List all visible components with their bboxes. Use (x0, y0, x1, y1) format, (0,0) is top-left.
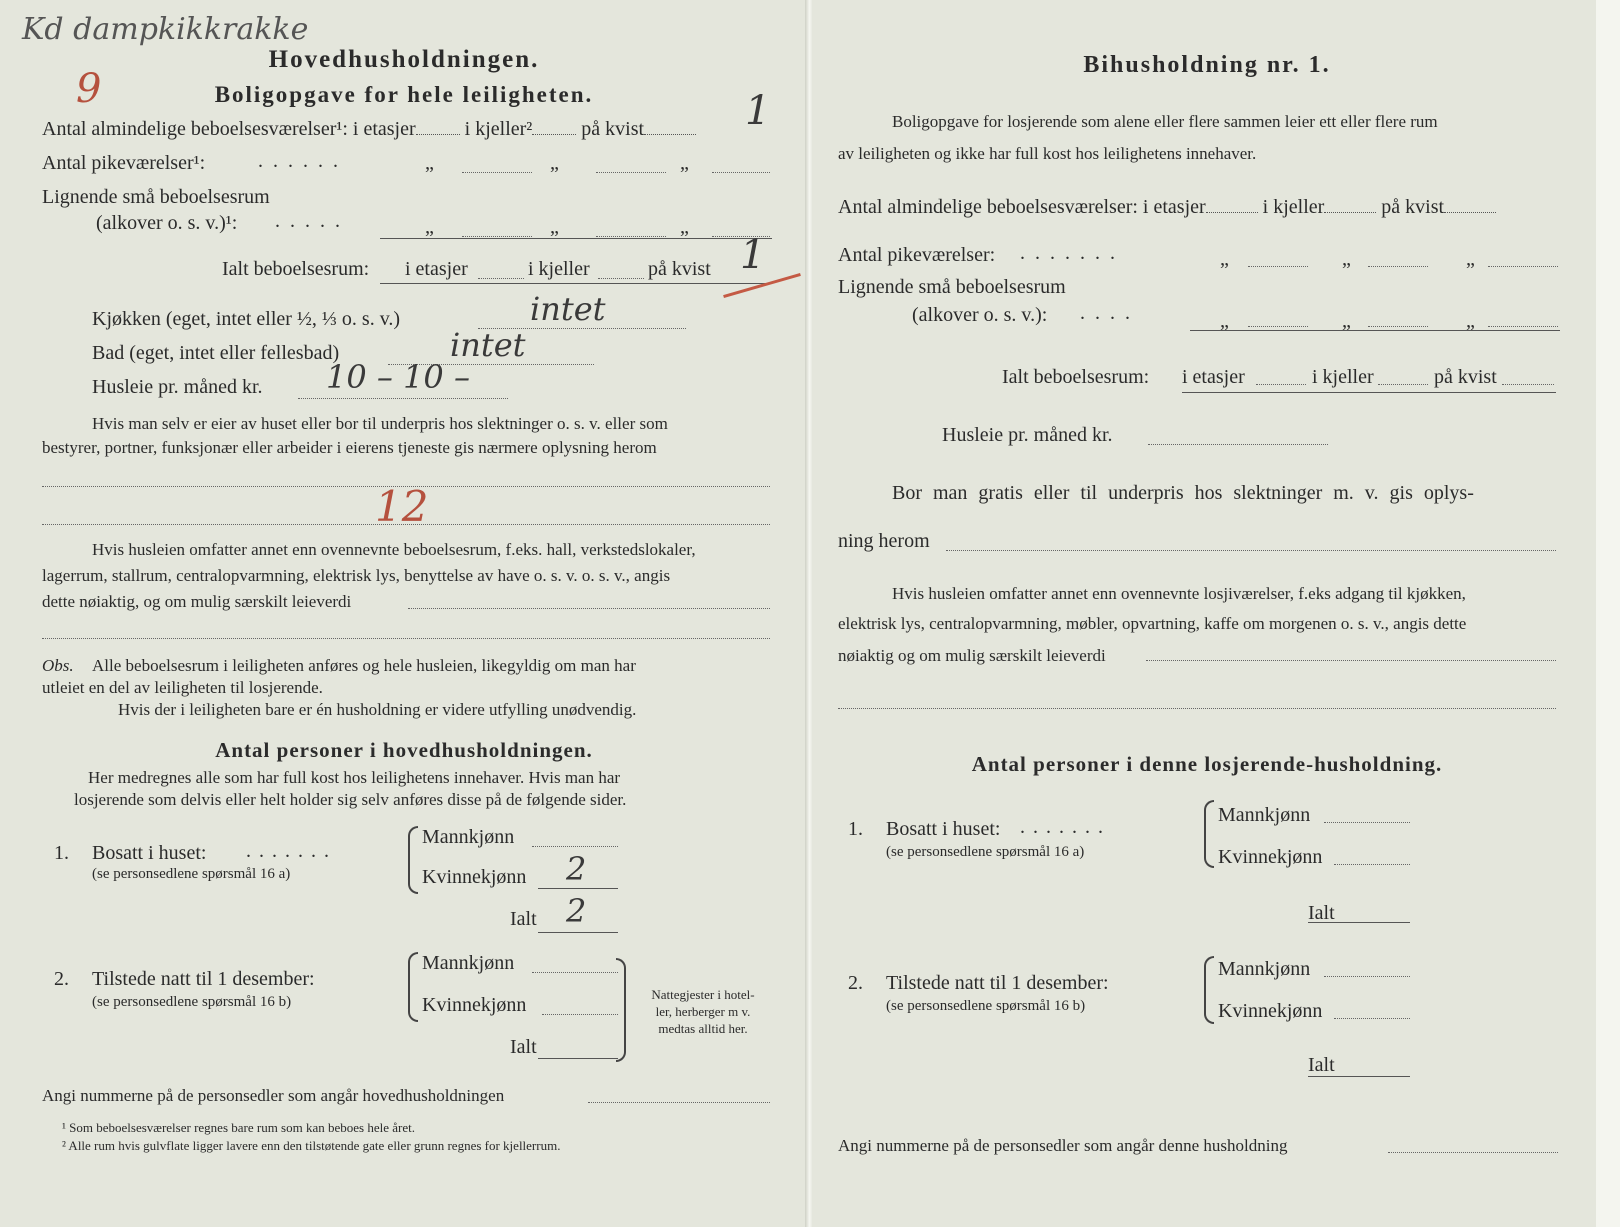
obs-label: Obs. (42, 656, 74, 675)
lignende-dots: ..... (275, 210, 350, 232)
q1-dots: ....... (246, 840, 337, 862)
right-intro-2: av leiligheten og ikke har full kost hos leilighetens innehaver. (838, 144, 1257, 163)
q2-kvinne: Kvinnekjønn (422, 994, 527, 1016)
right-gratis-1: Bor man gratis eller til underpris hos slektninger m. v. gis oplys- (892, 482, 1474, 504)
right-q2-ialt: Ialt (1308, 1054, 1335, 1076)
right-intro-1: Boligopgave for losjerende som alene eller flere sammen leier ett eller flere rum (892, 112, 1438, 131)
right-q2-mann: Mannkjønn (1218, 958, 1311, 980)
right-q1-kvinne: Kvinnekjønn (1218, 846, 1323, 868)
nattegjester-note (636, 986, 770, 1037)
ditto: „ (425, 152, 434, 174)
ditto: „ (550, 216, 559, 238)
right-q1-mann: Mannkjønn (1218, 804, 1311, 826)
right-ialt-kjeller: i kjeller (1312, 366, 1374, 388)
q2-sub: (se personsedlene spørsmål 16 b) (92, 994, 292, 1010)
ditto: „ (1342, 310, 1351, 332)
right-angi-text: Angi nummerne på de personsedler som angår denne husholdning (838, 1136, 1288, 1155)
right-kjeller-label: i kjeller (1262, 196, 1325, 218)
right-title: Bihusholdning nr. 1. (1083, 52, 1331, 78)
pike-label: Antal pikeværelser¹: (42, 152, 206, 174)
ialt-etasjer: i etasjer (405, 258, 468, 280)
lignende-label-1: Lignende små beboelsesrum (42, 186, 270, 208)
omfatter-2: lagerrum, stallrum, centralopvarmning, elektrisk lys, benyttelse av have o. s. v. o. s. v., angis (42, 566, 671, 585)
pike-dots: ...... (258, 150, 348, 172)
nattegjester-1: Nattegjester i hotel- (651, 987, 755, 1002)
right-lignende-dots: .... (1080, 302, 1140, 324)
right-pike-label: Antal pikeværelser: (838, 244, 996, 266)
omfatter-1: Hvis husleien omfatter annet enn ovennevnte beboelsesrum, f.eks. hall, verkstedslokaler, (92, 540, 696, 559)
right-kvist-label: på kvist (1381, 196, 1445, 218)
right-q1-sub: (se personsedlene spørsmål 16 a) (886, 844, 1085, 860)
kvist-label: på kvist (581, 118, 645, 140)
persons-text-2: losjerende som delvis eller helt holder sig selv anføres disse på de følgende sider. (74, 790, 627, 809)
right-persons-title: Antal personer i denne losjerende-husholdning. (971, 752, 1443, 776)
right-lignende-1: Lignende små beboelsesrum (838, 276, 1066, 298)
nattegjester-2: ler, herberger m v. (655, 1004, 751, 1019)
footnote-2: ² Alle rum hvis gulvflate ligger lavere enn den tilstøtende gate eller grunn regnes for kjellerrum. (62, 1138, 561, 1153)
q1-kvinne: Kvinnekjønn (422, 866, 527, 888)
q2-mann: Mannkjønn (422, 952, 515, 974)
kjokken-value: intet (530, 290, 606, 328)
lignende-label-2: (alkover o. s. v.)¹: (96, 212, 238, 234)
page-subtitle: Boligopgave for hele leiligheten. (214, 82, 594, 107)
ditto: „ (680, 216, 689, 238)
eier-text-2: bestyrer, portner, funksjonær eller arbeider i eierens tjeneste gis nærmere oplysning herom (42, 438, 657, 457)
right-pike-dots: ....... (1020, 242, 1125, 264)
ialt-kvist-value: 1 (740, 232, 766, 278)
right-lignende-2: (alkover o. s. v.): (912, 304, 1048, 326)
q1-kvinne-value: 2 (566, 850, 587, 888)
footnote-1: ¹ Som beboelsesværelser regnes bare rum som kan beboes hele året. (62, 1120, 415, 1135)
page-number: 9 (76, 66, 102, 112)
eier-text-1: Hvis man selv er eier av huset eller bor til underpris hos slektninger o. s. v. eller som (92, 414, 668, 433)
right-omfatter-3: nøiaktig og om mulig særskilt leieverdi (838, 646, 1106, 665)
q1-label: Bosatt i huset: (92, 842, 207, 864)
right-q1-num: 1. (848, 818, 863, 840)
ditto: „ (1342, 248, 1351, 270)
ditto: „ (1220, 310, 1229, 332)
right-q2-num: 2. (848, 972, 863, 994)
rooms-kvist-value: 1 (745, 88, 771, 134)
bad-label: Bad (eget, intet eller fellesbad) (92, 342, 340, 364)
right-ialt-kvist: på kvist (1434, 366, 1497, 388)
page-title: Hovedhusholdningen. (268, 46, 540, 73)
kjeller-label: i kjeller² (464, 118, 533, 140)
q1-ialt: Ialt (510, 908, 537, 930)
right-q1-label: Bosatt i huset: (886, 818, 1001, 840)
obs-2: utleiet en del av leiligheten til losjerende. (42, 678, 323, 697)
red-mark: 12 (375, 482, 429, 531)
q1-mann: Mannkjønn (422, 826, 515, 848)
right-ialt-etasjer: i etasjer (1182, 366, 1245, 388)
omfatter-3: dette nøiaktig, og om mulig særskilt leieverdi (42, 592, 352, 611)
right-rooms-label: Antal almindelige beboelsesværelser: i etasjer (838, 196, 1206, 218)
q1-ialt-value: 2 (566, 892, 587, 930)
right-q1-dots: ....... (1020, 816, 1111, 838)
persons-title: Antal personer i hovedhusholdningen. (215, 738, 593, 762)
ialt-kjeller: i kjeller (528, 258, 590, 280)
right-q1-ialt: Ialt (1308, 902, 1335, 924)
right-page (812, 0, 1620, 1227)
nattegjester-3: medtas alltid her. (658, 1021, 748, 1036)
persons-text-1: Her medregnes alle som har full kost hos leilighetens innehaver. Hvis man har (88, 768, 621, 787)
ditto: „ (550, 152, 559, 174)
ditto: „ (1220, 248, 1229, 270)
husleie-label: Husleie pr. måned kr. (92, 376, 263, 398)
ditto: „ (1466, 310, 1475, 332)
right-gratis-2: ning herom (838, 530, 930, 552)
right-q2-label: Tilstede natt til 1 desember: (886, 972, 1109, 994)
q2-num: 2. (54, 968, 69, 990)
rooms-row (42, 118, 696, 141)
rooms-label: Antal almindelige beboelsesværelser¹: i etasjer (42, 118, 416, 140)
bad-value: intet (450, 326, 526, 364)
right-rooms-row (838, 196, 1496, 219)
husleie-value: 10 – 10 – (326, 358, 470, 396)
right-ialt-label: Ialt beboelsesrum: (1002, 366, 1150, 388)
right-husleie-label: Husleie pr. måned kr. (942, 424, 1113, 446)
q2-label: Tilstede natt til 1 desember: (92, 968, 315, 990)
left-page (0, 0, 808, 1227)
ditto: „ (425, 216, 434, 238)
ialt-label: Ialt beboelsesrum: (222, 258, 370, 280)
right-omfatter-1: Hvis husleien omfatter annet enn ovennevnte losjiværelser, f.eks adgang til kjøkken, (892, 584, 1466, 603)
right-omfatter-2: elektrisk lys, centralopvarmning, møbler, opvartning, kaffe om morgenen o. s. v., angis dette (838, 614, 1467, 633)
q2-ialt: Ialt (510, 1036, 537, 1058)
angi-text: Angi nummerne på de personsedler som angår hovedhusholdningen (42, 1086, 505, 1105)
right-q2-kvinne: Kvinnekjønn (1218, 1000, 1323, 1022)
ditto: „ (1466, 248, 1475, 270)
handwritten-note: Kd dampkikkrakke (22, 12, 309, 47)
ditto: „ (680, 152, 689, 174)
obs-1: Alle beboelsesrum i leiligheten anføres og hele husleien, likegyldig om man har (92, 656, 636, 675)
q1-num: 1. (54, 842, 69, 864)
kjokken-label: Kjøkken (eget, intet eller ½, ⅓ o. s. v.) (92, 308, 401, 330)
page-edge (1596, 0, 1620, 1227)
right-q2-sub: (se personsedlene spørsmål 16 b) (886, 998, 1086, 1014)
q1-sub: (se personsedlene spørsmål 16 a) (92, 866, 291, 882)
obs-3: Hvis der i leiligheten bare er én husholdning er videre utfylling unødvendig. (118, 700, 637, 719)
ialt-kvist: på kvist (648, 258, 711, 280)
